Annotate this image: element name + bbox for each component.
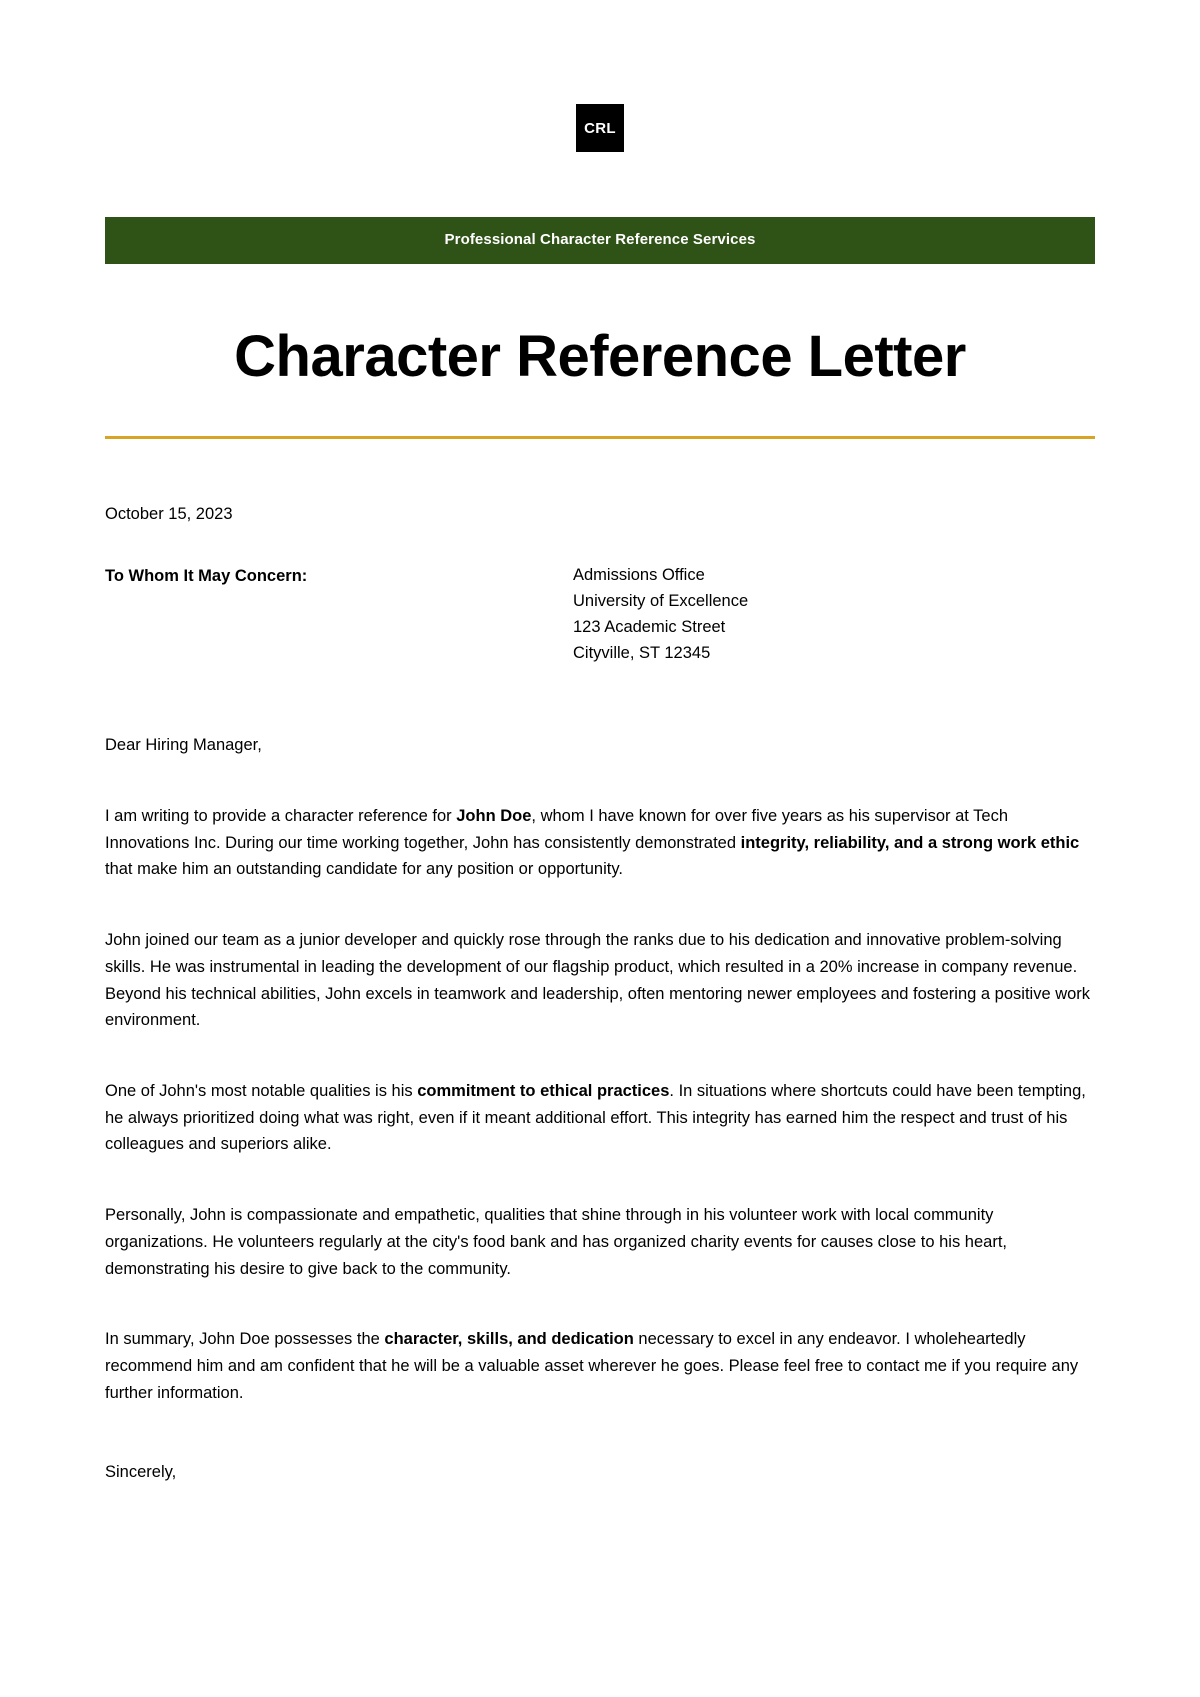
- p5-segment-2: necessary to excel in any endeavor. I wholeheartedly recommend him and am confident that he will be a valuable asset wherever he goes. Please feel free to contact me if you require any further information.: [105, 1330, 1079, 1402]
- gold-divider: [105, 436, 1095, 439]
- p1-bold-1: John Doe: [456, 807, 532, 825]
- company-logo: CRL: [576, 104, 624, 152]
- letter-body: [0, 501, 1200, 1486]
- body-paragraph-3: [105, 1078, 1095, 1158]
- p1-segment-1: I am writing to provide a character reference for: [105, 807, 457, 825]
- body-paragraph-2: John joined our team as a junior developer and quickly rose through the ranks due to his dedication and innovative problem-solving skills. He was instrumental in leading the development of our flagship product, which resulted in a 20% increase in company revenue. Beyond his technical abilities, John excels in teamwork and leadership, often mentoring newer employees and fostering a positive work environment.: [105, 931, 1091, 1030]
- closing-line: Sincerely,: [105, 1462, 177, 1481]
- letter-date: October 15, 2023: [105, 504, 233, 523]
- p1-segment-3: that make him an outstanding candidate for any position or opportunity.: [105, 860, 623, 879]
- page-title: Character Reference Letter: [234, 324, 966, 389]
- body-paragraph-4: Personally, John is compassionate and empathetic, qualities that shine through in his volunteer work with local community organizations. He volunteers regularly at the city's food bank and has organized charity events for causes close to his heart, demonstrating his desire to give back to the community.: [105, 1206, 1007, 1278]
- tagline-banner: Professional Character Reference Services: [105, 217, 1095, 264]
- p1-segment-2: , whom I have known for over five years as his supervisor at Tech Innovations Inc. During our time working together, John has consistently demonstrated: [105, 807, 1008, 852]
- address-block: [105, 563, 1095, 666]
- p3-bold-1: commitment to ethical practices: [417, 1082, 670, 1101]
- p5-bold-1: character, skills, and dedication: [384, 1330, 634, 1349]
- body-paragraph-1: [105, 803, 1095, 883]
- p1-bold-2: integrity, reliability, and a strong work ethic: [740, 833, 1080, 852]
- recipient-line-4: Cityville, ST 12345: [573, 643, 711, 662]
- logo-container: [0, 0, 1200, 152]
- to-whom-it-may-concern: To Whom It May Concern:: [105, 567, 308, 586]
- body-paragraph-5: [105, 1326, 1095, 1406]
- recipient-address: [573, 563, 1095, 666]
- recipient-line-2: University of Excellence: [573, 592, 749, 611]
- recipient-line-3: 123 Academic Street: [573, 617, 726, 636]
- banner-container: [0, 217, 1200, 264]
- p3-segment-2: . In situations where shortcuts could have been tempting, he always prioritized doing what was right, even if it meant additional effort. This integrity has earned him the respect and trust of his colleagues and superiors alike.: [105, 1082, 1086, 1154]
- recipient-line-1: Admissions Office: [573, 566, 705, 585]
- p3-segment-1: One of John's most notable qualities is his: [105, 1082, 418, 1101]
- salutation: Dear Hiring Manager,: [105, 736, 262, 755]
- p5-segment-1: In summary, John Doe possesses the: [105, 1330, 385, 1349]
